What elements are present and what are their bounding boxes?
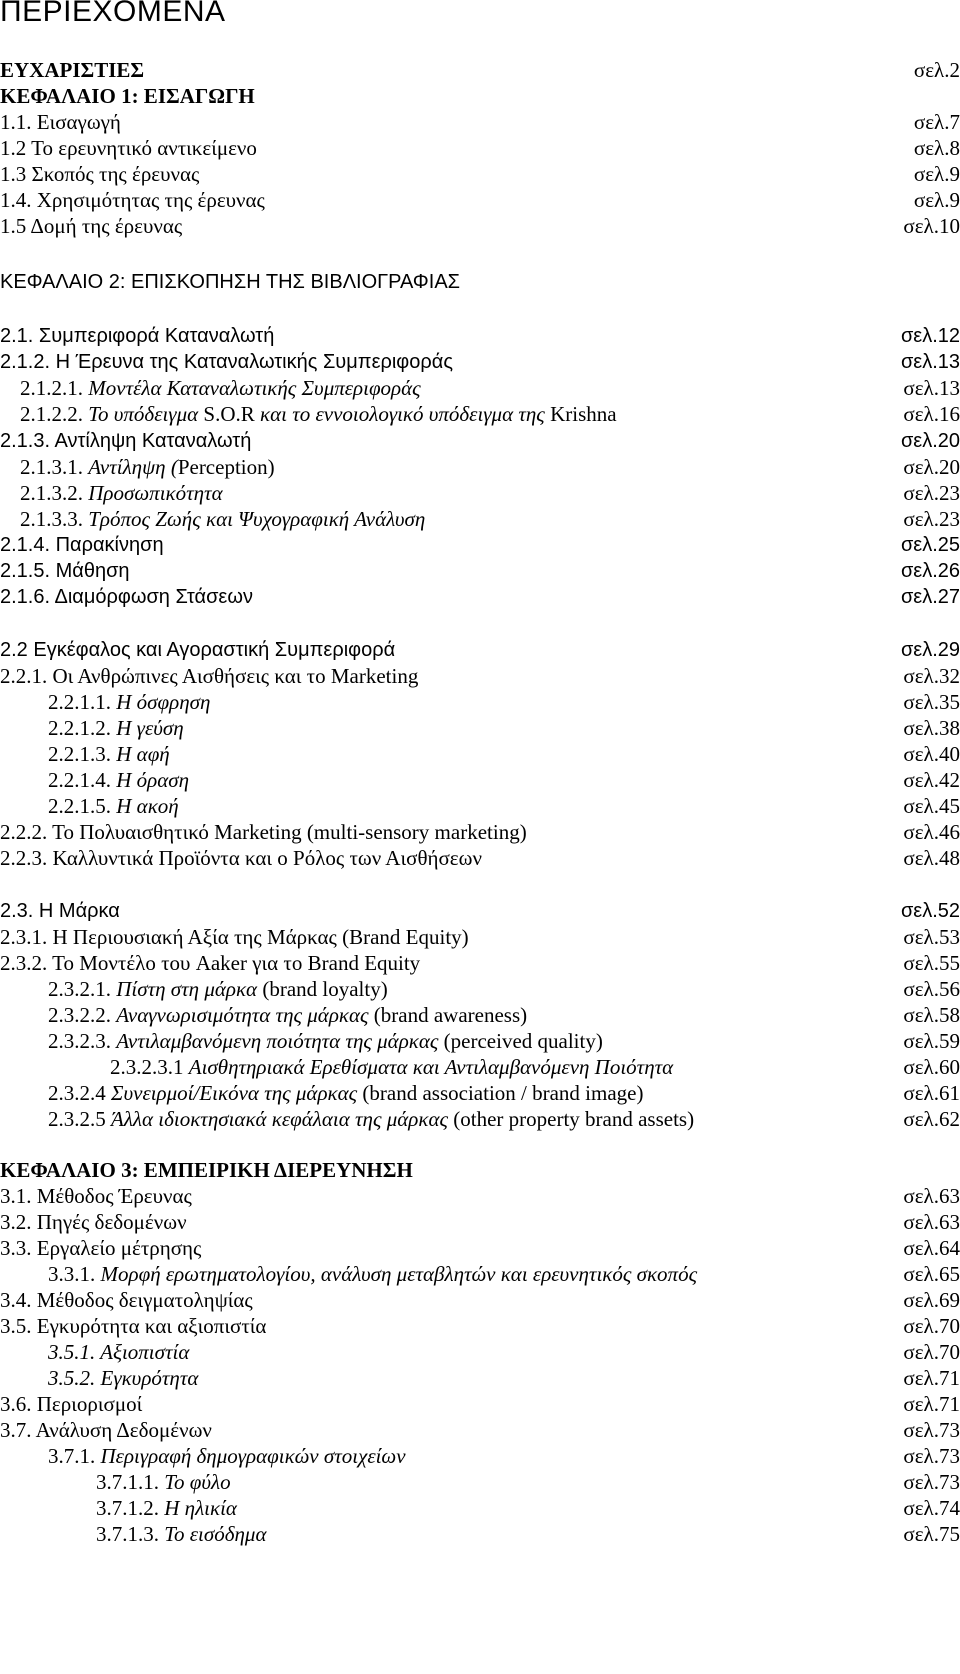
toc-entry xyxy=(0,583,960,611)
toc-entry xyxy=(0,1416,960,1444)
toc-entry-label xyxy=(0,923,469,951)
toc-entry-page: σελ.53 xyxy=(903,925,960,949)
toc-entry-label-part: Αντίληψη ( xyxy=(88,455,178,479)
toc-entry-page: σελ.9 xyxy=(913,188,960,212)
toc-entry-page: σελ.55 xyxy=(903,951,960,975)
toc-entry-label xyxy=(0,160,199,188)
toc-entry-label xyxy=(110,1053,673,1081)
toc-entry-label xyxy=(48,740,170,768)
toc-entry-page: σελ.23 xyxy=(903,507,960,531)
toc-entry-page: σελ.61 xyxy=(903,1081,960,1105)
toc-entry-label xyxy=(48,1079,643,1107)
toc-entry-page: σελ.9 xyxy=(913,162,960,186)
toc-entry-label-part: Άλλα ιδιοκτησιακά κεφάλαια της μάρκας xyxy=(111,1107,448,1131)
toc-entry-label-part: 2.3. Η Μάρκα xyxy=(0,900,120,922)
toc-entry-label xyxy=(0,531,164,559)
toc-entry-page: σελ.27 xyxy=(900,586,960,608)
toc-entry xyxy=(0,740,960,768)
toc-entry-label xyxy=(0,186,265,214)
toc-entry-page: σελ.70 xyxy=(903,1340,960,1364)
toc-entry-label-part: 2.1.3.2. xyxy=(20,481,89,505)
toc-entry xyxy=(0,400,960,428)
toc-entry-label-part: 3.1. Μέθοδος Έρευνας xyxy=(0,1184,192,1208)
toc-entry-label-part: 3.3. Εργαλείο μέτρησης xyxy=(0,1236,202,1260)
toc-entry-label xyxy=(0,1208,187,1236)
toc-entry xyxy=(0,453,960,481)
toc-entry-label-part: 3.5.2. Εγκυρότητα xyxy=(48,1366,199,1390)
toc-entry-label-part: 2.1.3. Αντίληψη Καταναλωτή xyxy=(0,430,252,452)
toc-entry xyxy=(0,1208,960,1236)
toc-entry xyxy=(0,427,960,455)
toc-entry-label xyxy=(0,1416,212,1444)
toc-entry-label-part: Το υπόδειγμα xyxy=(88,402,204,426)
toc-entry-page: σελ.56 xyxy=(903,977,960,1001)
toc-entry-label-part: 3.7.1.3. xyxy=(96,1522,165,1546)
toc-entry-label-part: 3.4. Μέθοδος δειγματοληψίας xyxy=(0,1288,253,1312)
toc-entry-label xyxy=(48,975,388,1003)
toc-entry-label-part: ΚΕΦΑΛΑΙΟ 2: ΕΠΙΣΚΟΠΗΣΗ ΤΗΣ ΒΙΒΛΙΟΓΡΑΦΙΑΣ xyxy=(0,271,461,293)
toc-entry-label-part: 2.1.2.2. xyxy=(20,402,89,426)
toc-entry-label xyxy=(0,844,482,872)
toc-entry-label xyxy=(20,374,421,402)
toc-entry-label xyxy=(48,1001,527,1029)
toc-entry xyxy=(0,1286,960,1314)
toc-entry xyxy=(0,949,960,977)
toc-entry xyxy=(0,1053,960,1081)
toc-entry-label-part: 3.7. Ανάλυση Δεδομένων xyxy=(0,1418,212,1442)
toc-entry-label-part: 2.3.1. Η Περιουσιακή Αξία της Μάρκας (Brand Equity) xyxy=(0,925,469,949)
toc-entry-label xyxy=(48,766,189,794)
toc-entry xyxy=(0,56,960,84)
toc-entry xyxy=(0,688,960,716)
toc-entry-label-part: 2.3.2.5 xyxy=(48,1107,111,1131)
toc-entry-label-part: Η γεύση xyxy=(116,716,184,740)
toc-entry-label xyxy=(0,212,182,240)
toc-entry-page: σελ.42 xyxy=(903,768,960,792)
toc-entry-label-part: Προσωπικότητα xyxy=(88,481,223,505)
toc-entry xyxy=(0,212,960,240)
toc-entry-label-part: 2.3.2. Το Μοντέλο του Aaker για το Brand Equity xyxy=(0,951,421,975)
toc-entry-label-part: 1.1. Εισαγωγή xyxy=(0,110,121,134)
toc-entry-page: σελ.20 xyxy=(903,455,960,479)
toc-entry-label-part: (other property brand assets) xyxy=(448,1107,695,1131)
toc-entry-page: σελ.2 xyxy=(913,58,960,82)
toc-entry xyxy=(0,1364,960,1392)
toc-entry-label xyxy=(0,949,420,977)
toc-entry-page: σελ.8 xyxy=(913,136,960,160)
toc-entry-label-part: 2.2.1.3. xyxy=(48,742,117,766)
toc-entry-label-part: Perception) xyxy=(177,455,275,479)
toc-entry-label-part: 3.7.1.2. xyxy=(96,1496,165,1520)
toc-entry-label-part: 2.2 Εγκέφαλος και Αγοραστική Συμπεριφορά xyxy=(0,639,396,661)
toc-entry xyxy=(0,766,960,794)
toc-entry xyxy=(0,1182,960,1210)
toc-entry-label-part: 3.6. Περιορισμοί xyxy=(0,1392,143,1416)
toc-entry-page: σελ.60 xyxy=(903,1055,960,1079)
toc-entry xyxy=(0,82,960,110)
toc-entry-label-part: 2.3.2.4 xyxy=(48,1081,111,1105)
toc-entry-label-part: 2.3.2.3.1 xyxy=(110,1055,189,1079)
toc-entry xyxy=(0,531,960,559)
toc-entry-label xyxy=(0,108,121,136)
toc-entry-label xyxy=(96,1494,237,1522)
toc-entry-page: σελ.65 xyxy=(903,1262,960,1286)
toc-entry xyxy=(0,479,960,507)
toc-entry-label-part: 2.1.4. Παρακίνηση xyxy=(0,534,164,556)
toc-entry xyxy=(0,792,960,820)
toc-entry-page: σελ.71 xyxy=(903,1366,960,1390)
toc-entry-label-part: 2.1. Συμπεριφορά Καταναλωτή xyxy=(0,325,275,347)
toc-entry-label-part: Το φύλο xyxy=(164,1470,231,1494)
toc-entry-label-part: 2.2.1.1. xyxy=(48,690,117,714)
toc-entry-label xyxy=(0,82,255,110)
toc-entry-label-part: 2.3.2.2. xyxy=(48,1003,117,1027)
toc-entry-label xyxy=(0,636,395,664)
toc-entry-label-part: Αντιλαμβανόμενη ποιότητα της μάρκας xyxy=(116,1029,439,1053)
toc-entry-label-part: Η όσφρηση xyxy=(116,690,211,714)
toc-entry-label-part: 3.5.1. Αξιοπιστία xyxy=(48,1340,190,1364)
toc-entry-page: σελ.74 xyxy=(903,1496,960,1520)
toc-entry-label-part: Το εισόδημα xyxy=(164,1522,267,1546)
toc-entry-label-part: 3.5. Εγκυρότητα και αξιοπιστία xyxy=(0,1314,267,1338)
toc-entry-label-part: Τρόπος Ζωής και Ψυχογραφική Ανάλυση xyxy=(88,507,426,531)
toc-entry xyxy=(0,1234,960,1262)
toc-entry-label xyxy=(0,1156,413,1184)
toc-entry-label-part: ΕΥΧΑΡΙΣΤΙΕΣ xyxy=(0,58,145,82)
toc-entry-page: σελ.73 xyxy=(903,1470,960,1494)
toc-entry-label xyxy=(48,792,179,820)
toc-entry-label xyxy=(0,1286,253,1314)
toc-entry-label-part: 2.2.3. Καλλυντικά Προϊόντα και ο Ρόλος των Αισθήσεων xyxy=(0,846,482,870)
toc-entry-label xyxy=(20,453,275,481)
toc-entry-label xyxy=(0,662,418,690)
toc-entry-label-part: 2.2.2. Το Πολυαισθητικό Marketing (multi-sensory marketing) xyxy=(0,820,527,844)
toc-entry-label xyxy=(48,1364,198,1392)
toc-entry-label-part: Αισθητηριακά Ερεθίσματα και Αντιλαμβανόμενη Ποιότητα xyxy=(188,1055,674,1079)
toc-entry-label xyxy=(48,714,184,742)
toc-entry xyxy=(0,844,960,872)
toc-entry-page: σελ.7 xyxy=(913,110,960,134)
toc-entry-label-part: Μοντέλα Καταναλωτικής Συμπεριφοράς xyxy=(88,376,421,400)
toc-entry-label xyxy=(48,688,210,716)
toc-entry-label xyxy=(48,1442,406,1470)
toc-entry xyxy=(0,1156,960,1184)
toc-entry xyxy=(0,160,960,188)
toc-entry-label-part: (brand association / brand image) xyxy=(357,1081,644,1105)
toc-entry-label xyxy=(0,818,527,846)
toc-entry-label xyxy=(20,505,425,533)
page-title: ΠΕΡΙΕΧΟΜΕΝΑ xyxy=(0,0,226,28)
toc-entry xyxy=(0,897,960,925)
toc-entry xyxy=(0,1312,960,1340)
toc-entry-label-part: Αναγνωρισιμότητα της μάρκας xyxy=(116,1003,369,1027)
toc-entry xyxy=(0,714,960,742)
toc-entry xyxy=(0,1390,960,1418)
toc-entry-label xyxy=(48,1105,694,1133)
toc-entry-label-part: 2.3.2.3. xyxy=(48,1029,117,1053)
toc-entry-label-part: 1.3 Σκοπός της έρευνας xyxy=(0,162,200,186)
toc-entry xyxy=(0,975,960,1003)
toc-entry-page: σελ.70 xyxy=(903,1314,960,1338)
toc-entry-page: σελ.26 xyxy=(900,560,960,582)
toc-entry-label xyxy=(0,427,251,455)
toc-entry-label-part: 2.2.1.5. xyxy=(48,794,117,818)
toc-entry-label-part: 2.1.5. Μάθηση xyxy=(0,560,130,582)
toc-entry-page: σελ.62 xyxy=(903,1107,960,1131)
toc-entry xyxy=(0,818,960,846)
toc-entry-label-part: Η ηλικία xyxy=(164,1496,237,1520)
toc-entry-page: σελ.23 xyxy=(903,481,960,505)
toc-entry-label-part: και το εννοιολογικό υπόδειγμα της xyxy=(260,402,551,426)
toc-entry-page: σελ.46 xyxy=(903,820,960,844)
toc-entry-label xyxy=(0,268,460,296)
toc-entry-label-part: 2.1.2. Η Έρευνα της Καταναλωτικής Συμπεριφοράς xyxy=(0,351,453,373)
toc-entry xyxy=(0,505,960,533)
toc-entry-page: σελ.40 xyxy=(903,742,960,766)
toc-entry xyxy=(0,636,960,664)
toc-entry xyxy=(0,134,960,162)
toc-entry-label-part: (brand loyalty) xyxy=(257,977,388,1001)
toc-entry-page: σελ.16 xyxy=(903,402,960,426)
toc-entry-label-part: 3.2. Πηγές δεδομένων xyxy=(0,1210,187,1234)
toc-entry xyxy=(0,557,960,585)
toc-entry xyxy=(0,1001,960,1029)
toc-entry-label-part: (perceived quality) xyxy=(438,1029,603,1053)
toc-entry-label xyxy=(96,1468,231,1496)
toc-entry-label-part: 2.2.1.4. xyxy=(48,768,117,792)
toc-entry-label-part: 1.5 Δομή της έρευνας xyxy=(0,214,183,238)
toc-entry-label xyxy=(0,56,144,84)
toc-entry-label-part: (brand awareness) xyxy=(368,1003,528,1027)
toc-entry-label xyxy=(0,1312,266,1340)
toc-entry-label xyxy=(0,1182,192,1210)
toc-entry-page: σελ.13 xyxy=(903,376,960,400)
toc-entry-label xyxy=(20,400,617,428)
toc-entry-label-part: 2.2.1.2. xyxy=(48,716,117,740)
toc-entry-label xyxy=(0,134,257,162)
toc-entry-label-part: ΚΕΦΑΛΑΙΟ 3: ΕΜΠΕΙΡΙΚΗ ΔΙΕΡΕΥΝΗΣΗ xyxy=(0,1158,413,1182)
toc-entry-page: σελ.12 xyxy=(900,325,960,347)
toc-entry-page: σελ.59 xyxy=(903,1029,960,1053)
toc-entry-label-part: Μορφή ερωτηματολογίου, ανάλυση μεταβλητών και ερευνητικός σκοπός xyxy=(100,1262,698,1286)
toc-entry-page: σελ.13 xyxy=(900,351,960,373)
toc-entry xyxy=(0,186,960,214)
toc-entry-label xyxy=(20,479,223,507)
toc-entry xyxy=(0,348,960,376)
toc-entry-label-part: Συνειρμοί/Εικόνα της μάρκας xyxy=(111,1081,358,1105)
toc-entry-label xyxy=(0,583,253,611)
toc-entry-label-part: 2.1.3.3. xyxy=(20,507,89,531)
toc-entry-label-part: 3.3.1. xyxy=(48,1262,101,1286)
toc-entry-page: σελ.45 xyxy=(903,794,960,818)
toc-entry-page: σελ.25 xyxy=(900,534,960,556)
toc-entry-label xyxy=(48,1338,189,1366)
toc-entry xyxy=(0,108,960,136)
toc-entry-page: σελ.58 xyxy=(903,1003,960,1027)
toc-entry-label xyxy=(48,1027,603,1055)
toc-entry-page: σελ.52 xyxy=(900,900,960,922)
toc-entry-label xyxy=(96,1520,266,1548)
toc-entry-label xyxy=(0,557,130,585)
toc-entry-page: σελ.29 xyxy=(900,639,960,661)
toc-entry xyxy=(0,1442,960,1470)
toc-entry-label xyxy=(0,322,274,350)
toc-entry-label xyxy=(0,897,120,925)
toc-entry-page: σελ.75 xyxy=(903,1522,960,1546)
toc-entry-label-part: S.O.R xyxy=(203,402,261,426)
toc-entry-page: σελ.38 xyxy=(903,716,960,740)
toc-entry-label-part: Krishna xyxy=(550,402,617,426)
toc-entry-label xyxy=(0,1234,201,1262)
toc-entry-label-part: 2.2.1. Οι Ανθρώπινες Αισθήσεις και το Marketing xyxy=(0,664,419,688)
toc-entry xyxy=(0,1027,960,1055)
toc-entry-label xyxy=(0,348,453,376)
toc-entry-page: σελ.32 xyxy=(903,664,960,688)
toc-entry-page: σελ.71 xyxy=(903,1392,960,1416)
toc-entry xyxy=(0,1260,960,1288)
toc-entry xyxy=(0,1105,960,1133)
toc-entry xyxy=(0,923,960,951)
toc-entry-label-part: Η ακοή xyxy=(116,794,179,818)
toc-entry-label-part: 1.4. Χρησιμότητας της έρευνας xyxy=(0,188,265,212)
toc-entry-label xyxy=(0,1390,142,1418)
toc-entry-label-part: Η όραση xyxy=(116,768,190,792)
toc-entry-label xyxy=(48,1260,697,1288)
toc-entry-page: σελ.63 xyxy=(903,1184,960,1208)
toc-entry xyxy=(0,268,960,296)
toc-entry-label-part: 2.3.2.1. xyxy=(48,977,117,1001)
toc-entry xyxy=(0,1520,960,1548)
toc-entry-page: σελ.73 xyxy=(903,1418,960,1442)
toc-entry-page: σελ.64 xyxy=(903,1236,960,1260)
toc-entry-label-part: Πίστη στη μάρκα xyxy=(116,977,258,1001)
toc-entry xyxy=(0,1338,960,1366)
toc-entry xyxy=(0,1494,960,1522)
toc-entry-label-part: 1.2 Το ερευνητικό αντικείμενο xyxy=(0,136,257,160)
toc-entry-label-part: ΚΕΦΑΛΑΙΟ 1: ΕΙΣΑΓΩΓΗ xyxy=(0,84,255,108)
toc-entry-page: σελ.20 xyxy=(900,430,960,452)
toc-entry-page: σελ.35 xyxy=(903,690,960,714)
toc-entry-label-part: Η αφή xyxy=(116,742,170,766)
toc-entry-page: σελ.69 xyxy=(903,1288,960,1312)
toc-entry-label-part: 2.1.6. Διαμόρφωση Στάσεων xyxy=(0,586,253,608)
toc-entry xyxy=(0,1079,960,1107)
toc-entry-label-part: Περιγραφή δημογραφικών στοιχείων xyxy=(100,1444,406,1468)
toc-entry xyxy=(0,322,960,350)
toc-entry-label-part: 3.7.1. xyxy=(48,1444,101,1468)
toc-entry-page: σελ.48 xyxy=(903,846,960,870)
toc-entry-page: σελ.63 xyxy=(903,1210,960,1234)
toc-entry-label-part: 2.1.3.1. xyxy=(20,455,89,479)
toc-entry-label-part: 2.1.2.1. xyxy=(20,376,89,400)
toc-entry-label-part: 3.7.1.1. xyxy=(96,1470,165,1494)
toc-entry xyxy=(0,1468,960,1496)
toc-entry xyxy=(0,374,960,402)
toc-entry xyxy=(0,662,960,690)
toc-entry-page: σελ.10 xyxy=(903,214,960,238)
toc-entry-page: σελ.73 xyxy=(903,1444,960,1468)
